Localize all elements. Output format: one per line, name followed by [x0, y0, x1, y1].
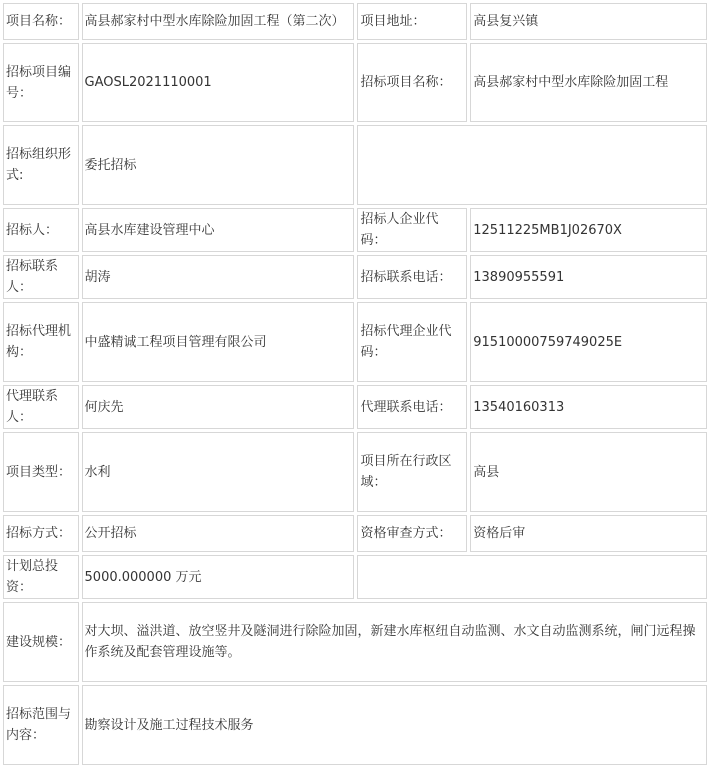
field-label: 招标人： — [3, 208, 79, 252]
table-row — [3, 255, 707, 299]
field-label: 招标人企业代码： — [357, 208, 467, 252]
field-value: 12511225MB1J02670X — [470, 208, 707, 252]
table-row — [3, 385, 707, 429]
field-value: 何庆先 — [82, 385, 355, 429]
field-value: 胡涛 — [82, 255, 355, 299]
field-label: 招标组织形式: — [3, 125, 79, 205]
field-label: 项目所在行政区域： — [357, 432, 467, 512]
field-label: 招标代理机构： — [3, 302, 79, 382]
field-value: 13890955591 — [470, 255, 707, 299]
field-label: 计划总投资： — [3, 555, 79, 599]
field-value: 13540160313 — [470, 385, 707, 429]
field-label: 代理联系电话： — [357, 385, 467, 429]
empty-cell — [357, 555, 707, 599]
table-row — [3, 432, 707, 512]
field-value: 水利 — [82, 432, 355, 512]
field-value: 中盛精诚工程项目管理有限公司 — [82, 302, 355, 382]
field-value: 91510000759749025E — [470, 302, 707, 382]
field-label: 招标项目名称： — [357, 43, 467, 122]
field-label: 建设规模： — [3, 602, 79, 682]
table-row — [3, 43, 707, 122]
table-row — [3, 515, 707, 552]
field-value: 高县复兴镇 — [470, 3, 707, 40]
table-row — [3, 302, 707, 382]
field-value: 资格后审 — [470, 515, 707, 552]
field-label: 招标代理企业代码： — [357, 302, 467, 382]
field-label: 代理联系人： — [3, 385, 79, 429]
empty-cell — [357, 125, 707, 205]
field-label: 项目名称： — [3, 3, 79, 40]
table-row — [3, 208, 707, 252]
table-row — [3, 555, 707, 599]
field-label: 招标联系人： — [3, 255, 79, 299]
field-value: 高县水库建设管理中心 — [82, 208, 355, 252]
field-label: 招标项目编号： — [3, 43, 79, 122]
field-value: 高县 — [470, 432, 707, 512]
field-value: 高县郝家村中型水库除险加固工程 — [470, 43, 707, 122]
field-label: 项目类型： — [3, 432, 79, 512]
field-value: 高县郝家村中型水库除险加固工程（第二次） — [82, 3, 355, 40]
field-label: 资格审查方式： — [357, 515, 467, 552]
table-row — [3, 125, 707, 205]
field-label: 招标方式： — [3, 515, 79, 552]
table-row — [3, 602, 707, 682]
field-value: 公开招标 — [82, 515, 355, 552]
table-row — [3, 3, 707, 40]
field-value: GAOSL2021110001 — [82, 43, 355, 122]
field-label: 招标范围与内容： — [3, 685, 79, 765]
field-value: 勘察设计及施工过程技术服务 — [82, 685, 707, 765]
table-row — [3, 685, 707, 765]
field-value: 对大坝、溢洪道、放空竖井及隧洞进行除险加固，新建水库枢纽自动监测、水文自动监测系统，闸门远程操作系统及配套管理设施等。 — [82, 602, 707, 682]
field-value: 5000.000000 万元 — [82, 555, 355, 599]
field-label: 项目地址： — [357, 3, 467, 40]
field-value: 委托招标 — [82, 125, 355, 205]
field-label: 招标联系电话： — [357, 255, 467, 299]
